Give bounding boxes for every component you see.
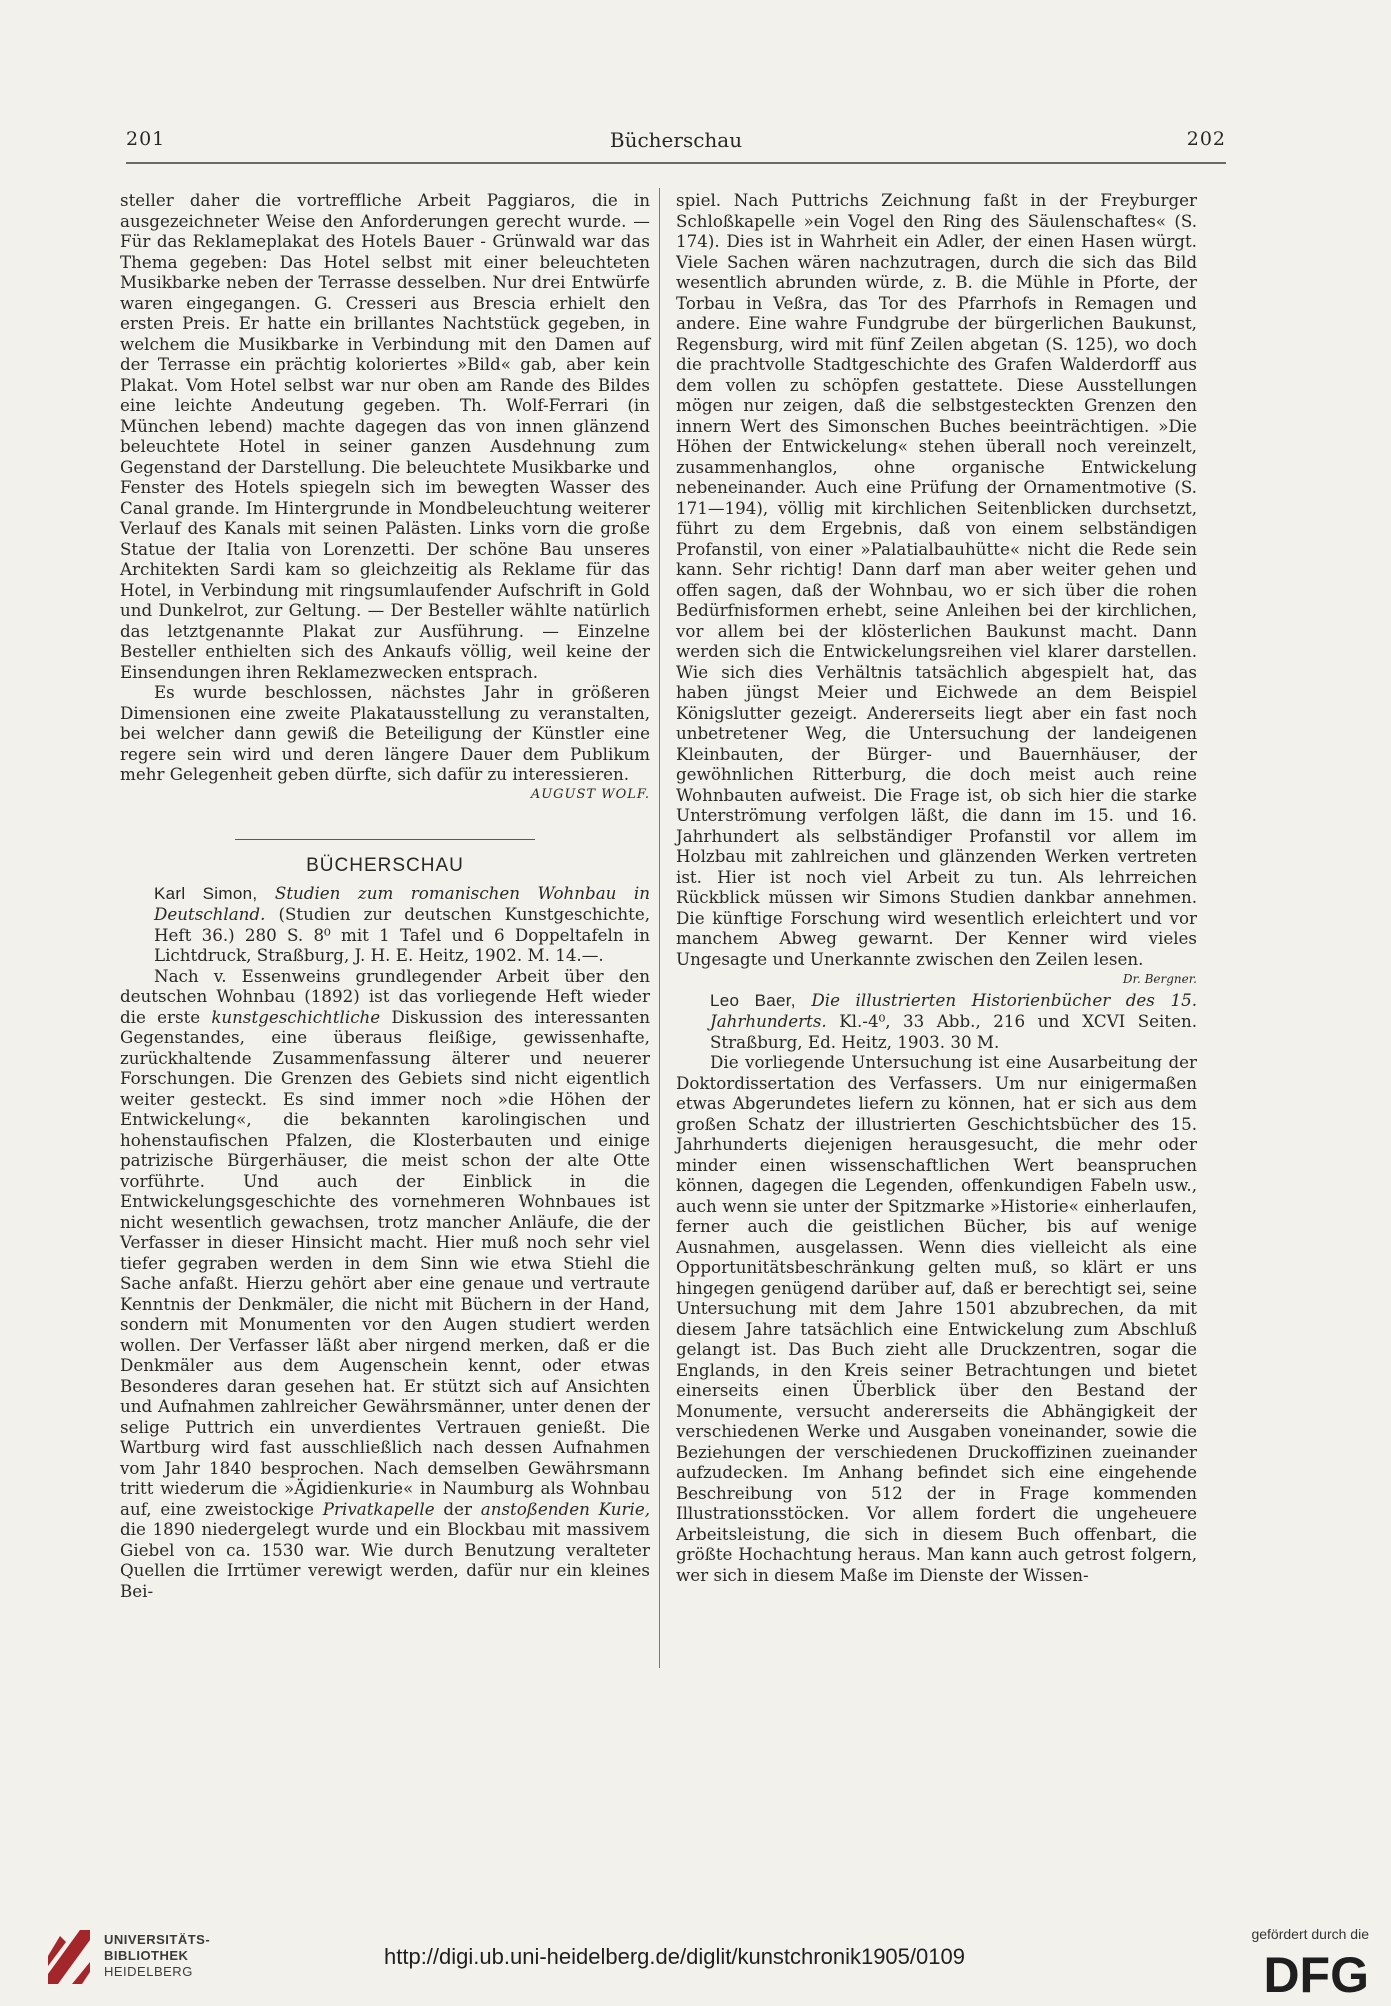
entry-author: Leo Baer,: [710, 990, 796, 1010]
left-column: [120, 190, 650, 1601]
right-column: [676, 190, 1197, 1585]
library-name: UNIVERSITÄTS- BIBLIOTHEK HEIDELBERG: [104, 1932, 211, 1979]
left-paragraph-1: steller daher die vortreffliche Arbeit Paggiaros, die in ausgezeichneter Weise den Anforderungen gerecht wurde. — Für das Reklameplakat des Hotels Bauer - Grünwald war das Thema gegeben: Das Hotel selbst mit einer beleuchteten Musikbarke neben der Terrasse desselben. Nur drei Entwürfe waren eingegangen. G. Cresseri aus Brescia erhielt den ersten Preis. Er hatte ein brillantes Nachtstück gegeben, in welchem die Musikbarke in Verbindung mit den Damen auf der Terrasse ein prächtig koloriertes »Bild« gab, aber kein Plakat. Vom Hotel selbst war nur oben am Rande des Bildes eine leichte Andeutung gegeben. Th. Wolf-Ferrari (in München lebend) machte dagegen das von innen glänzend beleuchtete Hotel in seiner ganzen Ausdehnung zum Gegenstand der Darstellung. Die beleuchtete Musikbarke und Fenster des Hotels spiegeln sich im bewegten Wasser des Canal grande. Im Hintergrunde in Mondbeleuchtung weiterer Verlauf des Kanals mit seinen Palästen. Links vorn die große Statue der Italia von Lorenzetti. Der schöne Bau unseres Architekten Sardi kam so gleichzeitig als Reklame für das Hotel, in Verbindung mit ringsumlaufender Aufschrift in Gold und Dunkelrot, zur Geltung. — Der Besteller wählte natürlich das letztgenannte Plakat zur Ausführung. — Einzelne Besteller enthielten sich des Ankaufs völlig, weil keine der Einsendungen ihren Reklamezwecken entsprach.: [120, 190, 650, 682]
dfg-logo-icon: [1229, 1946, 1369, 1998]
right-paragraph-1: spiel. Nach Puttrichs Zeichnung faßt in der Freyburger Schloßkapelle »ein Vogel den Ring des Säulenschaftes« (S. 174). Dies ist in Wahrheit ein Adler, der einen Hasen würgt. Viele Sachen wären nachzutragen, durch die sich das Bild wesentlich abrunden würde, z. B. die Mühle in Pforte, der Torbau in Veßra, das Tor des Pfarrhofs in Remagen und andere. Eine wahre Fundgrube der bürgerlichen Baukunst, Regensburg, wird mit fünf Zeilen abgetan (S. 125), wo doch die prachtvolle Stadtgeschichte des Grafen Walderdorff aus dem vollen zu schöpfen gestattete. Diese Ausstellungen mögen nur zeigen, daß die selbstgesteckten Grenzen den innern Wert des Simonschen Buches beeinträchtigen. »Die Höhen der Entwickelung« stehen überall noch vereinzelt, zusammenhanglos, ohne organische Entwickelung nebeneinander. Auch eine Prüfung der Ornamentmotive (S. 171—194), völlig mit kirchlichen Seitenblicken durchsetzt, führt zu dem Ergebnis, daß von einem selbständigen Profanstil, von einer »Palatialbauhütte« nicht die Rede sein kann. Sehr richtig! Dann darf man aber weiter gehen und offen sagen, daß der Wohnbau, wo er sich über die rohen Bedürfnisformen erhebt, seine Anleihen bei der kirchlichen, vor allem bei der klösterlichen Baukunst macht. Dann werden sich die Entwickelungsreihen viel klarer darstellen. Wie sich dies Verhältnis tatsächlich abgespielt hat, das haben jüngst Meier und Eichwede an dem Beispiel Königslutter gezeigt. Andererseits liegt aber ein fast noch unbetretener Weg, die Untersuchung der landeigenen Kleinbauten, der Bürger- und Bauernhäuser, der gewöhnlichen Ritterburg, die doch meist auch reine Wohnbauten aufweist. Die Frage ist, ob sich hier die starke Unterströmung verfolgen läßt, die dann im 15. und 16. Jahrhundert als selbständiger Profanstil vor allem im Holzbau mit zahlreichen und glänzenden Werken vertreten ist. Hier ist noch viel Arbeit zu tun. Als lehrreichen Rückblick müssen wir Simons Studien dankbar annehmen. Die künftige Forschung wird wesentlich erleichtert und vor manchem Abweg gewarnt. Der Kenner wird vieles Ungesagte und Unerkannte zwischen den Zeilen lesen.: [676, 190, 1197, 969]
digital-source-url[interactable]: http://digi.ub.uni-heidelberg.de/diglit/kunstchronik1905/0109: [384, 1944, 965, 1969]
entry-details: Kl.-4⁰, 33 Abb., 216 und XCVI Seiten. Straßburg, Ed. Heitz, 1903. 30 M.: [710, 1011, 1197, 1052]
section-title: BÜCHERSCHAU: [306, 855, 464, 876]
entry-title: Die illustrierten Historienbücher des 15. Jahrhunderts.: [710, 989, 1197, 1031]
left-paragraph-2: Es wurde beschlossen, nächstes Jahr in größeren Dimensionen eine zweite Plakatausstellung zu veranstalten, bei welcher dann gewiß die Beteiligung der Künstler eine regere sein wird und deren längere Dauer dem Publikum mehr Gelegenheit geben dürfte, sich dafür zu interessieren.: [120, 682, 650, 784]
review-simon: Nach v. Essenweins grundlegender Arbeit über den deutschen Wohnbau (1892) ist das vorliegende Heft wieder die erste kunstgeschichtliche Diskussion des interessanten Gegenstandes, eine überaus fleißige, gewissenhafte, zurückhaltende Zusammenfassung älterer und neuerer Forschungen. Die Grenzen des Gebiets sind nicht eigentlich weiter gesteckt. Es sind immer noch »die Höhen der Entwickelung«, die bekannten karolingischen und hohenstaufischen Pfalzen, die Klosterbauten und einige patrizische Bürgerhäuser, die meist schon der alte Otte vorführte. Und auch der Einblick in die Entwickelungsgeschichte des vornehmeren Wohnbaues ist nicht wesentlich gewachsen, trotz mancher Anläufe, die der Verfasser in dieser Hinsicht macht. Hier muß noch sehr viel tiefer gegraben werden in dem Sinn wie etwa Stiehl die Sache anfaßt. Hierzu gehört aber eine genaue und vertraute Kenntnis der Denkmäler, die nicht mit Büchern in der Hand, sondern mit Monumenten vor den Augen studiert werden wollen. Der Verfasser läßt aber nirgend merken, daß er die Denkmäler aus dem Augenschein kennt, oder etwas Besonderes daran gesehen hat. Er stützt sich auf Ansichten und Aufnahmen zahlreicher Gewährsmänner, unter denen der selige Puttrich ein unverdientes Vertrauen genießt. Die Wartburg wird fast ausschließlich nach dessen Aufnahmen vom Jahr 1840 besprochen. Nach demselben Gewährsmann tritt wiederum die »Ägidienkurie« in Naumburg als Wohnbau auf, eine zweistockige Privatkapelle der anstoßenden Kurie, die 1890 niedergelegt wurde und ein Blockbau mit massivem Giebel von ca. 1530 war. Wie durch Benutzung veralteter Quellen die Irrtümer verewigt werden, dafür nur ein kleines Bei-: [120, 965, 650, 1601]
page-number-left: 201: [126, 128, 166, 150]
emphasis: anstoßenden Kurie,: [480, 1498, 650, 1519]
library-logo-icon: [44, 1928, 94, 1988]
review-baer: Die vorliegende Untersuchung ist eine Ausarbeitung der Doktordissertation des Verfassers. Um nur einigermaßen etwas Abgerundetes liefern zu können, hat er sich aus dem großen Schatz der illustrierten Geschichtsbücher des 15. Jahrhunderts diejenigen herausgesucht, die mehr oder minder einen wissenschaftlichen Wert beanspruchen können, dagegen die Legenden, offenkundigen Fabeln usw., auch wenn sie unter der Spitzmarke »Historie« einherlaufen, ferner auch die geistlichen Bücher, bis auf wenige Ausnahmen, ausgelassen. Wenn dies vielleicht als eine Opportunitätsbeschränkung gelten muß, so klärt er uns hingegen genügend darüber auf, daß er berechtigt sei, seine Untersuchung mit dem Jahre 1501 abzubrechen, da mit diesem Jahre tatsächlich eine Entwickelung zum Abschluß gelangt ist. Das Buch zieht alle Druckzentren, sogar die Englands, in den Kreis seiner Betrachtungen und bietet einerseits einen Überblick über den Bestand der Monumente, versucht andererseits die Abhängigkeit der verschiedenen Werke und Ausgaben voneinander, sowie die Beziehungen der verschiedenen Druckoffizinen zueinander aufzudecken. Im Anhang befindet sich eine eingehende Beschreibung von 512 der in Frage kommenden Illustrationsstöcken. Vor allem fordert die ungeheuere Arbeitsleistung, die sich in diesem Buch offenbart, die größte Hochachtung heraus. Man kann auch getrost folgern, wer sich in diesem Maße im Dienste der Wissen-: [676, 1052, 1197, 1585]
book-entry-baer: [676, 990, 1197, 1053]
dfg-logo-text: DFG: [1263, 1947, 1369, 1998]
footer-bar: [0, 1918, 1391, 2006]
reviewer-signature: Dr. Bergner.: [1122, 972, 1197, 986]
section-rule: [235, 839, 535, 840]
emphasis: kunstgeschichtliche: [211, 1006, 381, 1027]
entry-author: Karl Simon,: [154, 883, 258, 903]
column-divider: [659, 188, 660, 1668]
entry-title: Studien zum romanischen Wohnbau in Deutschland.: [154, 882, 650, 924]
entry-details: (Studien zur deutschen Kunstgeschichte, Heft 36.) 280 S. 8⁰ mit 1 Tafel und 6 Doppeltafeln in Lichtdruck, Straßburg, J. H. E. Heitz, 1902. M. 14.—.: [154, 904, 650, 965]
article-signature: AUGUST WOLF.: [530, 786, 650, 802]
running-title: Bücherschau: [609, 128, 743, 152]
book-entry-simon: [120, 883, 650, 966]
page-header: [126, 128, 1226, 158]
header-rule: [126, 162, 1226, 164]
emphasis: Privatkapelle: [322, 1498, 435, 1519]
funded-by-label: gefördert durch die: [1251, 1926, 1369, 1942]
page-number-right: 202: [1186, 128, 1226, 150]
